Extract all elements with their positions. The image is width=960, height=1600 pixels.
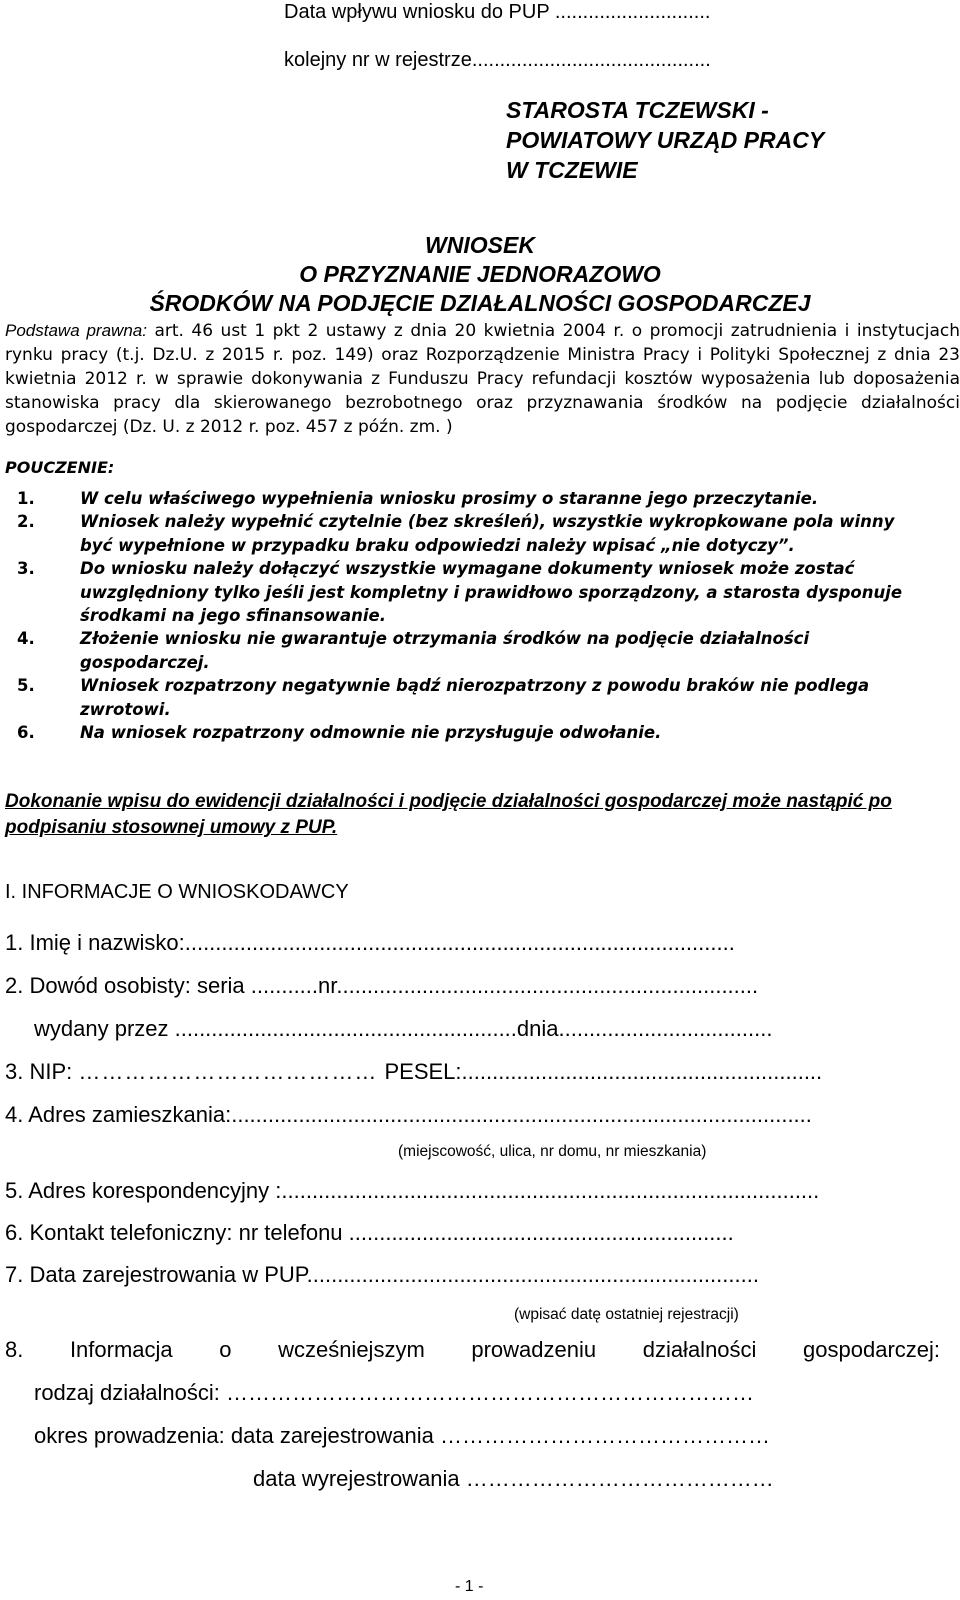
registration-date-hint: (wpisać datę ostatniej rejestracji) <box>514 1306 739 1323</box>
instruction-text: Złożenie wniosku nie gwarantuje otrzymania środków na podjęcie działalności gospodarczej. <box>80 629 810 672</box>
instruction-text: Wniosek należy wypełnić czytelnie (bez skreśleń), wszystkie wykropkowane pola winny być wypełnione w przypadku braku odpowiedzi należy wpisać „nie dotyczy”. <box>80 512 895 555</box>
instruction-number: 4. <box>17 629 35 648</box>
office-line-1: STAROSTA TCZEWSKI - <box>506 97 769 123</box>
field-full-name[interactable]: 1. Imię i nazwisko:.......................................................................................... <box>5 930 735 955</box>
field-nip-pesel[interactable] <box>5 1059 822 1085</box>
office-line-2: POWIATOWY URZĄD PRACY <box>506 127 825 153</box>
instruction-number: 1. <box>17 489 35 508</box>
registry-number-line: kolejny nr w rejestrze........................................... <box>284 49 711 71</box>
instruction-item <box>5 557 905 628</box>
instruction-item <box>5 674 905 721</box>
instruction-item <box>5 627 905 674</box>
legal-basis-label: Podstawa prawna: <box>5 321 147 340</box>
instruction-text: W celu właściwego wypełnienia wniosku prosimy o staranne jego przeczytanie. <box>80 489 819 508</box>
instruction-text: Do wniosku należy dołączyć wszystkie wymagane dokumenty wniosek może zostać uwzględniony tylko jeśli jest kompletny i prawidłowo sporządzony, a starosta dysponuje środkami na jego sfinansowanie. <box>80 559 903 625</box>
instruction-item <box>5 487 905 511</box>
nip-label: 3. NIP: <box>5 1059 79 1084</box>
instruction-text: Na wniosek rozpatrzony odmownie nie przysługuje odwołanie. <box>80 723 662 742</box>
nip-dots: ………………………………… <box>78 1059 385 1084</box>
field-deregistration-date[interactable]: data wyrejestrowania …………………………………… <box>253 1466 774 1491</box>
page-number: - 1 - <box>455 1578 484 1595</box>
field-home-address[interactable]: 4. Adres zamieszkania:............................................................................................... <box>5 1102 812 1127</box>
field-correspondence-address[interactable]: 5. Adres korespondencyjny :........................................................................................ <box>5 1178 820 1203</box>
instruction-item <box>5 721 905 745</box>
receipt-date-line: Data wpływu wniosku do PUP ............................ <box>284 1 711 23</box>
instruction-item <box>5 510 905 557</box>
field-phone[interactable]: 6. Kontakt telefoniczny: nr telefonu ............................................................... <box>5 1220 734 1245</box>
legal-basis <box>5 319 960 439</box>
field-id-card[interactable]: 2. Dowód osobisty: seria ...........nr..................................................................... <box>5 973 759 998</box>
legal-basis-text: art. 46 ust 1 pkt 2 ustawy z dnia 20 kwietnia 2004 r. o promocji zatrudnienia i instytucjach rynku pracy (t.j. Dz.U. z 2015 r. poz. 149) oraz Rozporządzenie Ministra Pracy i Polityki Społecznej z dnia 23 kwietnia 2012 r. w sprawie dokonywania z Funduszu Pracy refundacji kosztów wyposażenia lub doposażenia stanowiska pracy dla skierowanego bezrobotnego oraz przyznawania środków na podjęcie działalności gospodarczej (Dz. U. z 2012 r. poz. 457 z późn. zm. ) <box>5 321 960 437</box>
field-registration-date[interactable]: 7. Data zarejestrowania w PUP.......................................................................... <box>5 1262 759 1287</box>
instruction-text: Wniosek rozpatrzony negatywnie bądź nierozpatrzony z powodu braków nie podlega zwrotowi. <box>80 676 870 719</box>
field-registration-period[interactable]: okres prowadzenia: data zarejestrowania ……………………………………… <box>34 1423 771 1448</box>
instruction-number: 3. <box>17 559 35 578</box>
section-title: I. INFORMACJE O WNIOSKODAWCY <box>5 881 349 903</box>
instruction-number: 5. <box>17 676 35 695</box>
pesel-label: PESEL:........................................................... <box>384 1059 823 1084</box>
field-previous-business: 8. Informacja o wcześniejszym prowadzeniu działalności gospodarczej: <box>5 1337 940 1362</box>
address-hint: (miejscowość, ulica, nr domu, nr mieszkania) <box>398 1143 707 1160</box>
instruction-number: 2. <box>17 512 35 531</box>
form-title-line-1: WNIOSEK <box>425 232 535 258</box>
field-business-type[interactable]: rodzaj działalności: ……………………………………………………………… <box>34 1380 754 1405</box>
important-notice: Dokonanie wpisu do ewidencji działalności i podjęcie działalności gospodarczej może nastąpić po podpisaniu stosownej umowy z PUP. <box>5 791 892 838</box>
instructions-title: POUCZENIE: <box>5 458 115 477</box>
field-id-issued-by[interactable]: wydany przez ........................................................dnia................................... <box>34 1016 773 1041</box>
instruction-number: 6. <box>17 723 35 742</box>
form-title-line-2: O PRZYZNANIE JEDNORAZOWO <box>299 261 661 287</box>
form-title-line-3: ŚRODKÓW NA PODJĘCIE DZIAŁALNOŚCI GOSPODARCZEJ <box>149 290 811 316</box>
office-line-3: W TCZEWIE <box>506 157 638 183</box>
